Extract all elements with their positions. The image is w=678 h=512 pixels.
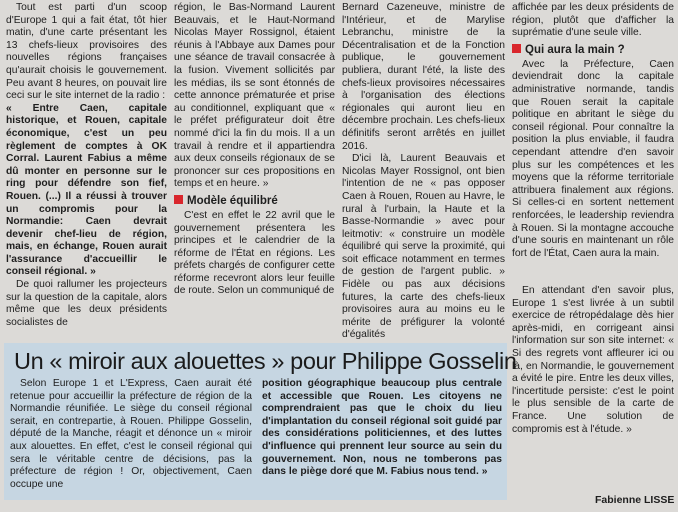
article-column-4 xyxy=(512,2,674,260)
byline: Fabienne LISSE xyxy=(595,494,675,506)
paragraph: C'est en effet le 22 avril que le gouvernement présentera les principes et le calendrier de la réforme de l'État en régions. Les préfets chargés de configurer cette réforme recevront alors leur feuille de route. Selon un communiqué de xyxy=(174,209,335,297)
red-square-icon xyxy=(512,44,521,53)
box-column-left xyxy=(10,378,252,491)
red-square-icon xyxy=(174,195,183,204)
paragraph: D'ici là, Laurent Beauvais et Nicolas Mayer Rossignol, ont bien l'intention de ne « pas opposer Caen à Rouen, Rouen au Havre, le rural à l'urbain, la Haute et la Basse-Normandie » avec pour leitmotiv: « construire un modèle équilibré qui serve la proximité, qui soit efficace notamment en termes de gestion de l'argent public. » Fidèle ou pas aux décisions futures, la carte des chefs-lieux provisoires aura au moins eu le mérite de préfigurer la volonté d'égalités xyxy=(342,153,505,341)
article-column-2 xyxy=(174,2,335,298)
box-title: Un « miroir aux alouettes » pour Philippe Gosselin xyxy=(14,348,517,374)
paragraph: région, le Bas-Normand Laurent Beauvais, et le Haut-Normand Nicolas Mayer Rossignol, étaient réunis à l'Abbaye aux Dames pour une séance de travail consacrée à la fusion. Vivement sollicités par les médias, ils se sont étonnés de cette annonce prématurée et prise au conditionnel, expliquant que « le préfet préfigurateur doit être nommé d'ici la fin du mois. Il a un travail à rendre et il appartiendra aux deux conseils régionaux de se prononcer sur ces propositions en temps et en heure. » xyxy=(174,2,335,190)
paragraph: En attendant d'en savoir plus, Europe 1 s'est livrée à un subtil exercice de rétropédalage dès hier après-midi, en corrigeant ainsi l'information sur son site internet: « Si des regrets vont affleurer ici ou là, en Normandie, le gouvernement a évité le pire. Entre les deux villes, l'incertitude persiste: c'est le point le plus sensible de la carte de France. Une solution de compromis est à l'étude. » xyxy=(512,285,674,435)
box-column-right xyxy=(262,378,502,479)
paragraph: Selon Europe 1 et L'Express, Caen aurait été retenue pour accueillir la préfecture de région de la Normandie réunifiée. Le siège du conseil régional serait, en contrepartie, à Rouen. Philippe Gosselin, député de la Manche, réagit et dénonce un « miroir aux alouettes. En effet, c'est le conseil régional qui sera le véritable centre de décisions, pas la préfecture de région ! Or, objectivement, Caen occupe une xyxy=(10,378,252,490)
subheading-text: Modèle équilibré xyxy=(187,194,278,207)
quote-paragraph: « Entre Caen, capitale historique, et Rouen, capitale économique, c'est un peu règlement de comptes à OK Corral. Laurent Fabius a même dû monter en personne sur le ring pour défendre son fief, Rouen. (...) Il a réussi à trouver un compromis pour la Normandie: Caen devrait devenir chef-lieu de région, mais, en échange, Rouen aurait l'assurance d'accueillir le conseil régional. » xyxy=(6,102,167,278)
paragraph: affichée par les deux présidents de région, plutôt que d'afficher la suprématie d'une seule ville. xyxy=(512,2,674,39)
sidebar-box xyxy=(4,343,517,500)
paragraph: position géographique beaucoup plus centrale et accessible que Rouen. Les citoyens ne comprendraient pas que le choix du lieu d'implantation du conseil régional soit guidé par des considérations politiciennes, et des luttes d'influence qui prennent leur source au sein du gouvernement. Non, nous ne tomberons pas dans le piège doré que M. Fabius nous tend. » xyxy=(262,378,502,478)
paragraph: Avec la Préfecture, Caen deviendrait donc la capitale administrative normande, tandis que Rouen serait la capitale politique en abritant le siège du conseil régional. Pour connaître la position la plus enviable, il faudra cependant attendre d'en savoir plus sur les compétences et les moyens que la réforme territoriale attribuera finalement aux régions. Si celles-ci en sortent nettement renforcées, le leadership reviendra à Rouen. Si la montagne accouche d'une souris en maintenant un rôle fort de l'État, Caen aura la main. xyxy=(512,58,674,259)
subheading xyxy=(174,194,335,208)
subheading xyxy=(512,43,674,57)
article-column-3 xyxy=(342,2,505,342)
article-column-4-continued xyxy=(512,285,674,436)
article-column-1 xyxy=(6,2,167,329)
subheading-text: Qui aura la main ? xyxy=(525,43,625,56)
paragraph: Bernard Cazeneuve, ministre de l'Intérieur, et de Marylise Lebranchu, ministre de la Décentralisation et de la Fonction publique, le gouvernement publiera, durant l'été, la liste des chefs-lieux provisoires nécessaires à l'organisation des élections régionales qui auront lieu en décembre prochain. Les chefs-lieux définitifs seront arrêtés en juillet 2016. xyxy=(342,2,505,152)
paragraph: De quoi rallumer les projecteurs sur la question de la capitale, alors même que les deux présidents socialistes de xyxy=(6,279,167,328)
paragraph: Tout est parti d'un scoop d'Europe 1 qui a fait état, tôt hier matin, d'une carte présentant les 13 chefs-lieux provisoires des nouvelles régions françaises qu'aurait choisis le gouvernement. Peu avant 8 heures, on pouvait lire ceci sur le site internet de la radio : xyxy=(6,2,167,102)
